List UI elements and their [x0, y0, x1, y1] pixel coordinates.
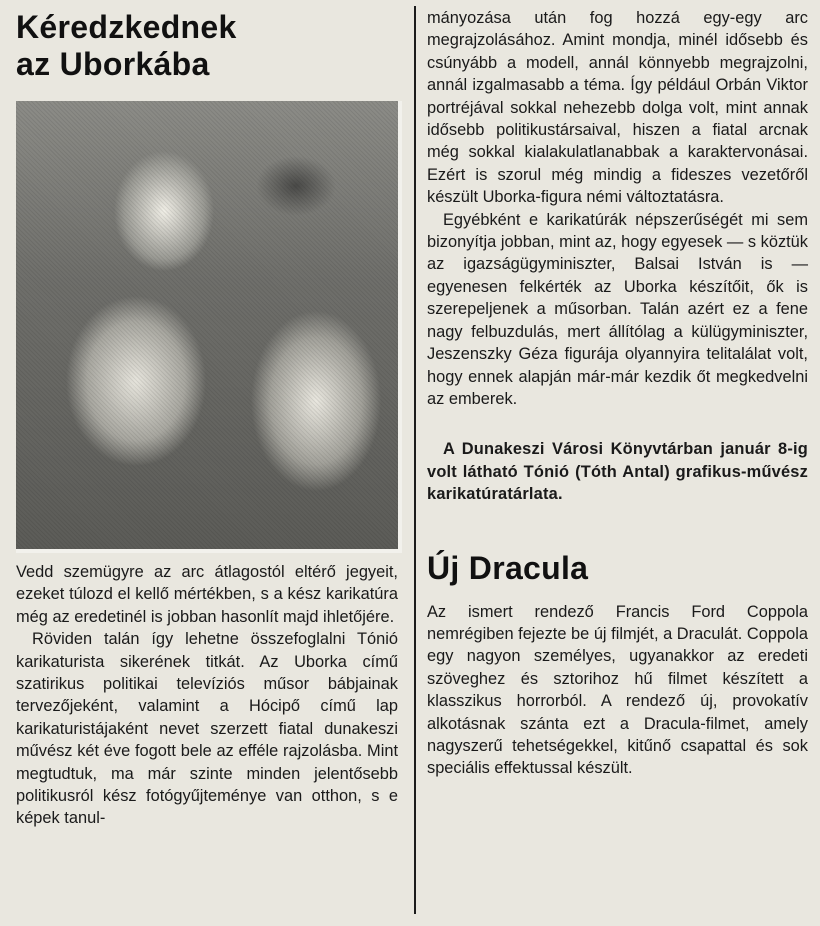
- body-paragraph: Egyébként e karikatúrák népszerűségét mi sem bizonyítja jobban, mint az, hogy egyesek — s köztük az igazságügyminiszter, Balsai István is — egyenesen felkérték az Uborka készítőit, ők is szerepeljenek a műsorban. Talán azért ez a fene nagy felbuzdulás, mert állítólag a külügyminiszter, Jeszenszky Géza figurája olyannyira telitalálat volt, hogy ennek alapján már-már kezdik őt megkedvelni az emberek.: [427, 210, 808, 408]
- right-body: [427, 0, 808, 506]
- exhibition-note: A Dunakeszi Városi Könyvtárban január 8-ig volt látható Tónió (Tóth Antal) grafikus-művész karikatúratárlata.: [427, 440, 808, 504]
- left-body: [16, 561, 398, 830]
- article-headline: [16, 0, 398, 83]
- left-column: [16, 0, 398, 830]
- right-column: [427, 0, 808, 780]
- headline-line-1: Kéredzkednek: [16, 9, 237, 45]
- dracula-body: Az ismert rendező Francis Ford Coppola nemrégiben fejezte be új filmjét, a Draculát. Coppola egy nagyon személyes, ugyanakkor az eredeti szöveghez és sztorihoz hű filmet készített a klasszikus horrorból. A rendező új, provokatív alkotásnak szánta ezt a Dracula-filmet, amely nagyszerű tehetségekkel, kitűnő csapattal és sok speciális effektussal készült.: [427, 602, 808, 778]
- body-paragraph: mányozása után fog hozzá egy-egy arc megrajzolásához. Amint mondja, minél idősebb és csúnyább a modell, annál könnyebb megrajzolni, annál izgalmasabb a téma. Így például Orbán Viktor portréjával sokkal nehezebb dolga volt, mint annak idősebb politikustársaival, hiszen a fiatal arcnak még sokkal kialakulatlanabbak a karaktervonásai. Ezért is szorul még mindig a fideszes vezetőről készült Uborka-figura némi változtatásra.: [427, 9, 808, 207]
- body-paragraph: Röviden talán így lehetne összefoglalni Tónió karikaturista sikerének titkát. Az Uborka című szatirikus politikai televíziós műsor bábjainak tervezőjeként, valamint a Hócipő című lap karikaturistájaként nevet szerzett fiatal dunakeszi művész két éve fogott bele az efféle rajzolásba. Mint megtudtuk, ma már szinte minden jelentősebb politikusról kész fotógyűjteménye van otthon, s e képek tanul-: [16, 630, 398, 828]
- dracula-headline: Új Dracula: [427, 549, 589, 586]
- body-paragraph: Vedd szemügyre az arc átlagostól eltérő jegyeit, ezeket túlozd el kellő mértékben, s a kész karikatúra még az eredetinél is jobban hasonlít majd ihletőjére.: [16, 563, 398, 626]
- column-divider: [414, 6, 416, 914]
- article-photo: [16, 101, 402, 553]
- headline-line-2: az Uborkába: [16, 46, 210, 82]
